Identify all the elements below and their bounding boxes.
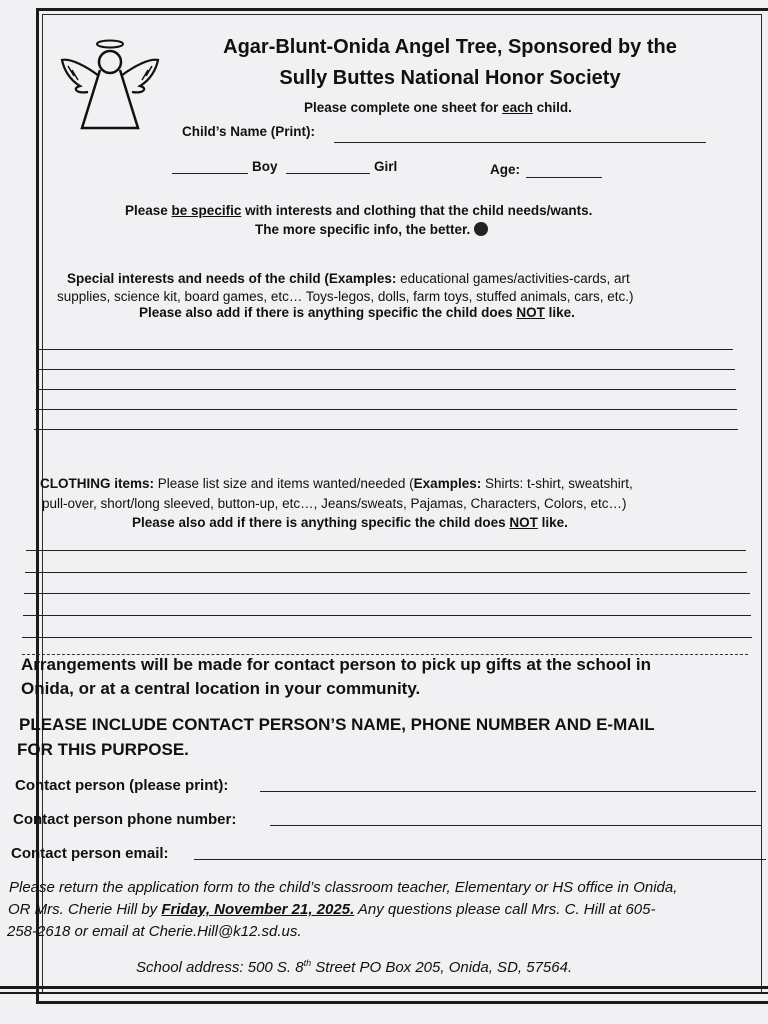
girl-field[interactable] [286,173,370,174]
interests-write-line[interactable] [34,429,738,430]
interests-heading: Special interests and needs of the child ( [67,271,329,286]
clothing-line-1-rest: Shirts: t-shirt, sweatshirt, [481,476,633,491]
address-sup: th [303,958,312,968]
specific-line-2 [255,222,488,237]
contact-phone-field[interactable] [270,825,762,826]
interests-line-3 [139,305,575,320]
return-line-2-pre: OR Mrs. Cherie Hill by [8,901,162,918]
interests-line-2: supplies, science kit, board games, etc… Toys-legos, dolls, farm toys, stuffed animals, cars, etc.) [57,289,634,304]
specific-post: with interests and clothing that the child needs/wants. [241,203,593,218]
contact-email-label: Contact person email: [11,845,169,862]
page-title [190,32,710,94]
boy-field[interactable] [172,173,248,174]
specific-line-2-text: The more specific info, the better. [255,222,471,237]
clothing-not-post: like. [537,515,568,530]
clothing-line-1 [40,476,633,491]
interests-not-post: like. [544,305,575,320]
bottom-rule-2 [0,992,768,994]
instruction-emphasis: each [502,100,533,115]
interests-examples: Examples: [328,271,397,286]
contact-name-label: Contact person (please print): [15,777,229,794]
return-line-3: 258-2618 or email at Cherie.Hill@k12.sd.us. [7,923,302,940]
age-field[interactable] [526,177,602,178]
arrangements-line-1: Arrangements will be made for contact person to pick up gifts at the school in [21,655,652,674]
clothing-write-line[interactable] [24,593,750,594]
clothing-not-em: NOT [509,515,538,530]
include-line-2: FOR THIS PURPOSE. [17,740,189,759]
title-line-1: Agar-Blunt-Onida Angel Tree, Sponsored by the [223,36,677,58]
return-deadline: Friday, November 21, 2025. [161,901,355,918]
interests-write-line[interactable] [37,369,735,370]
arrangements-line-2: Onida, or at a central location in your community. [21,679,421,698]
return-line-2-post: Any questions please call Mrs. C. Hill at 605- [354,901,656,918]
address-pre: School address: 500 S. 8 [136,959,304,976]
school-address [136,958,572,976]
age-label: Age: [490,162,520,177]
interests-line-1 [67,271,630,286]
boy-label: Boy [252,159,278,174]
clothing-not-pre: Please also add if there is anything specific the child does [132,515,510,530]
interests-write-line[interactable] [35,409,737,410]
clothing-line-1-mid: Please list size and items wanted/needed ( [154,476,414,491]
contact-phone-label: Contact person phone number: [13,811,237,828]
child-name-label: Child’s Name (Print): [182,124,316,139]
address-post: Street PO Box 205, Onida, SD, 57564. [311,959,573,976]
return-line-2 [8,901,656,918]
smiley-icon [474,222,488,236]
interests-not-pre: Please also add if there is anything specific the child does [139,305,517,320]
clothing-write-line[interactable] [26,550,746,551]
bottom-rule [0,986,768,989]
contact-name-field[interactable] [260,791,756,792]
specific-pre: Please [125,203,172,218]
clothing-write-line[interactable] [25,572,747,573]
title-line-2: Sully Buttes National Honor Society [279,67,621,89]
instruction-text [304,100,572,115]
interests-write-line[interactable] [36,389,736,390]
specific-emphasis: be specific [171,203,242,218]
instruction-pre: Please complete one sheet for [304,100,503,115]
clothing-heading: CLOTHING items: [40,476,155,491]
include-line-1: PLEASE INCLUDE CONTACT PERSON’S NAME, PHONE NUMBER AND E-MAIL [19,715,655,734]
interests-not-em: NOT [516,305,545,320]
clothing-line-3 [132,515,568,530]
child-name-field[interactable] [334,142,706,143]
return-line-1: Please return the application form to the child’s classroom teacher, Elementary or HS office in Onida, [9,879,678,896]
angel-icon [58,36,162,132]
girl-label: Girl [374,159,398,174]
specific-line-1 [125,203,592,218]
clothing-write-line[interactable] [22,637,752,638]
interests-line-1-rest: educational games/activities-cards, art [396,271,630,286]
clothing-line-2: pull-over, short/long sleeved, button-up, etc…, Jeans/sweats, Pajamas, Characters, Colors, etc…) [42,496,627,511]
clothing-examples: Examples: [413,476,482,491]
instruction-post: child. [532,100,572,115]
clothing-write-line[interactable] [23,615,751,616]
contact-email-field[interactable] [194,859,766,860]
interests-write-line[interactable] [38,349,733,350]
